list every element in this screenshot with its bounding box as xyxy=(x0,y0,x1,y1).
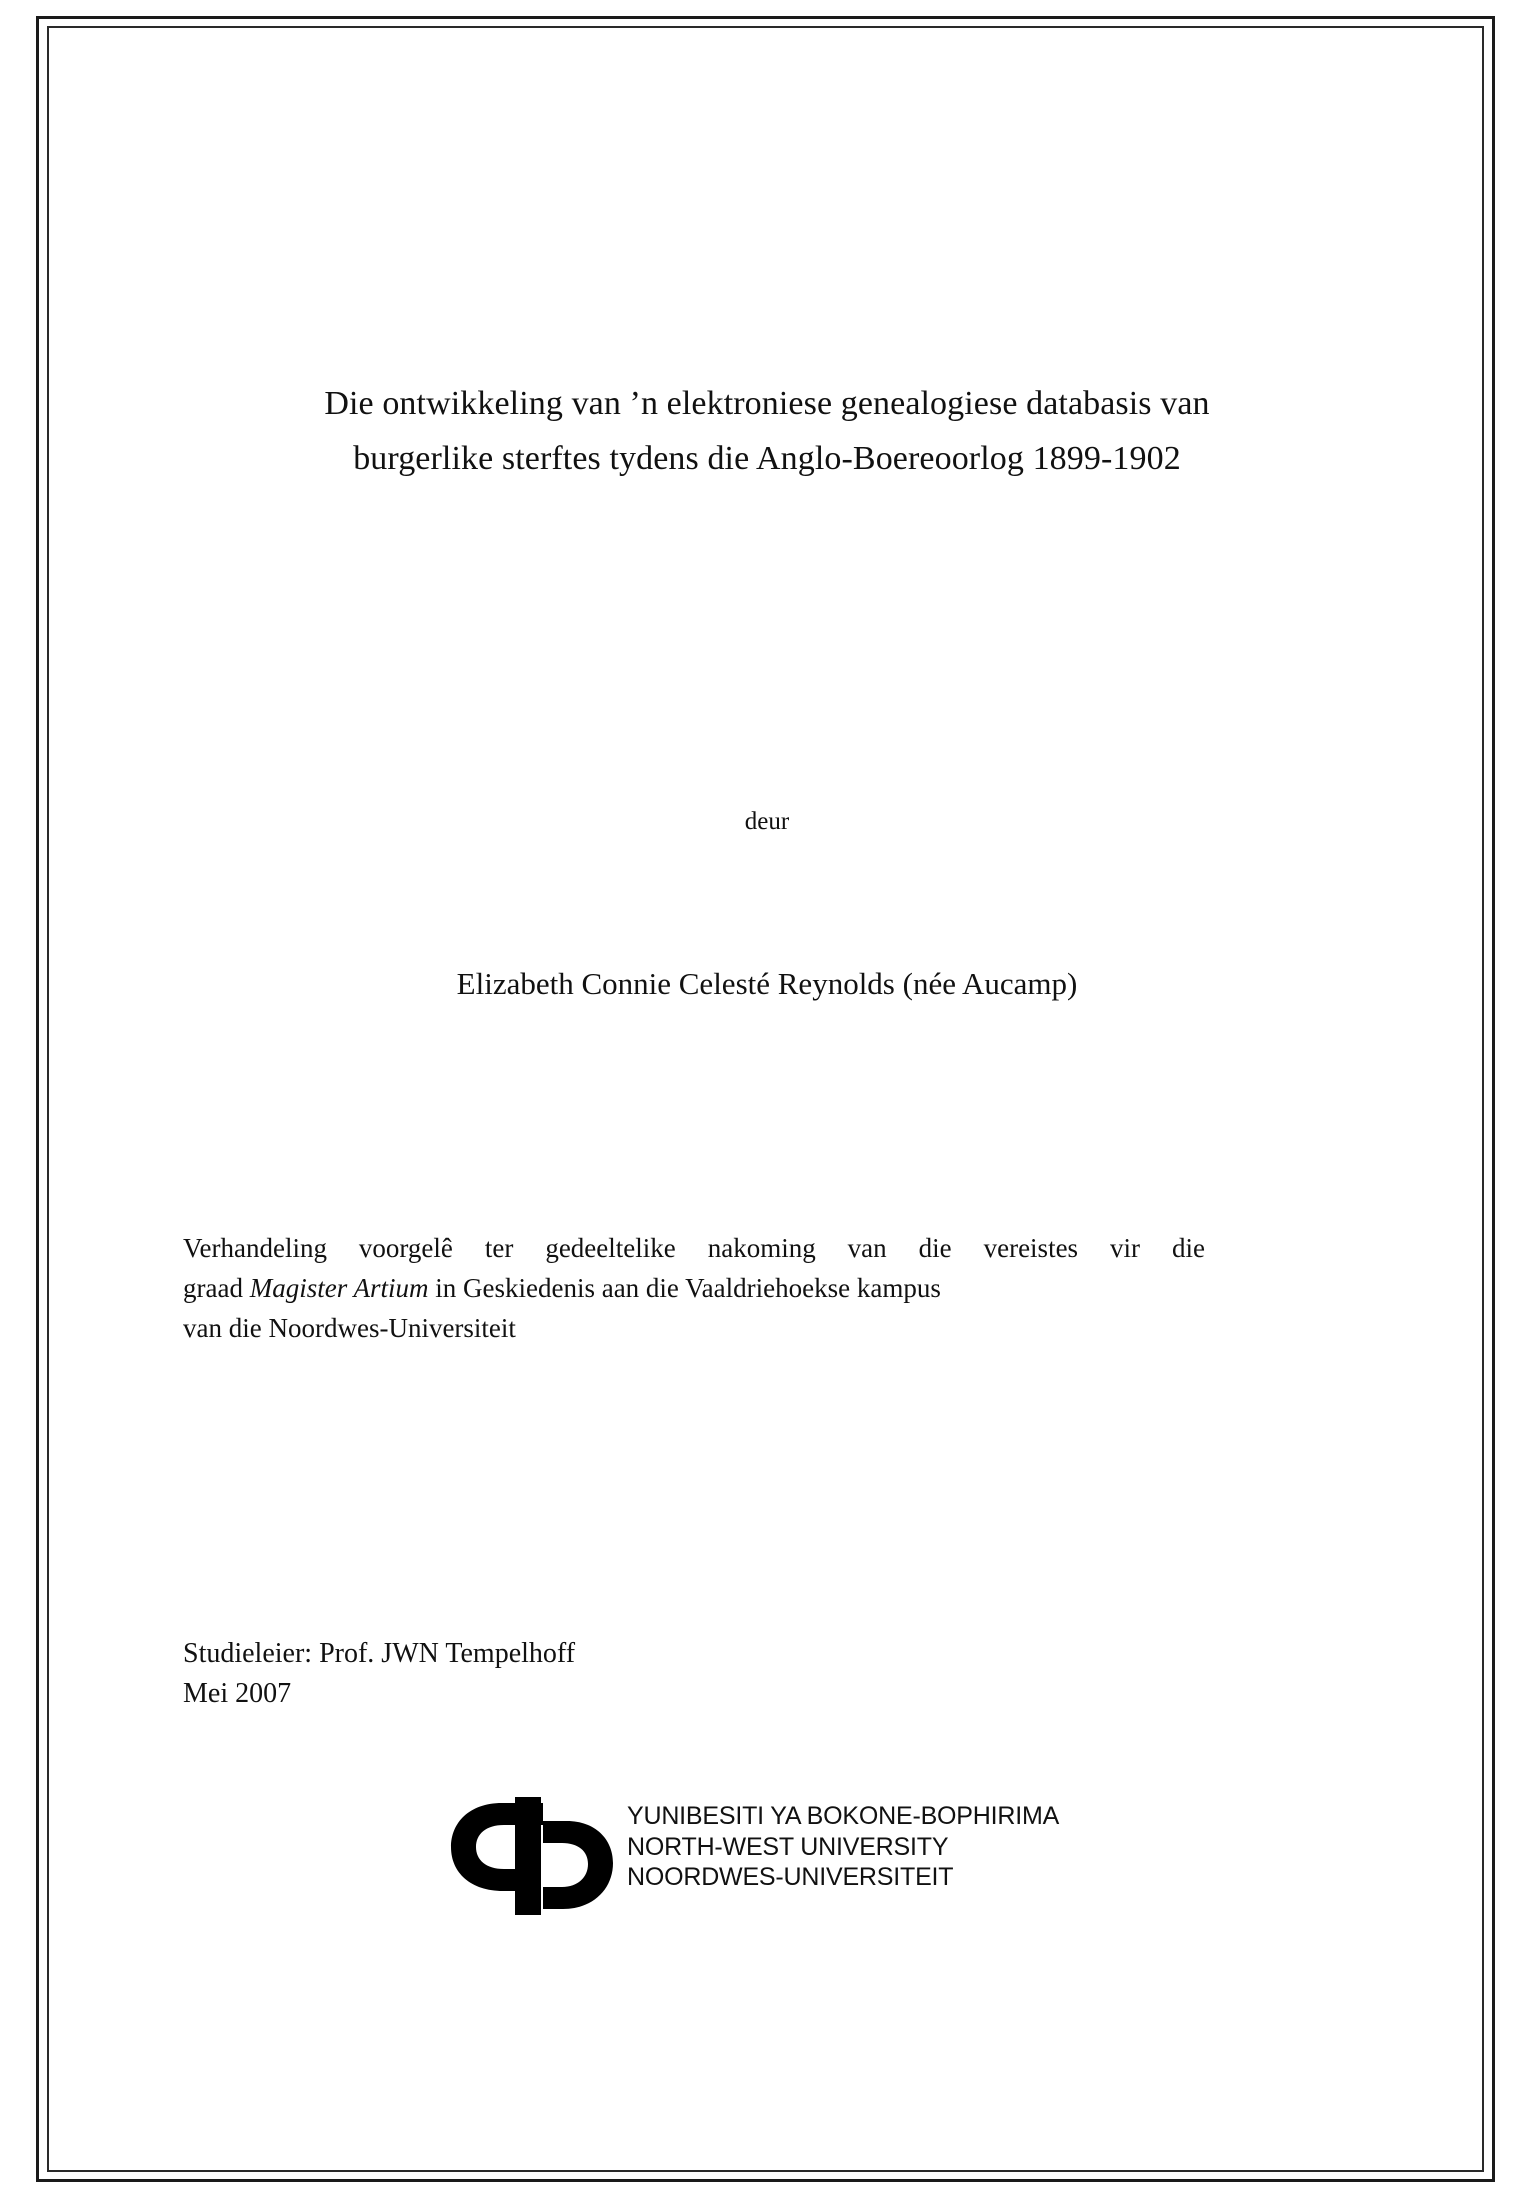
degree-statement-line-2-post: in Geskiedenis aan die Vaaldriehoekse kampus xyxy=(428,1272,941,1303)
degree-statement xyxy=(183,1229,1205,1349)
supervisor-block xyxy=(183,1634,1083,1714)
degree-statement-line-1: Verhandeling voorgelê ter gedeeltelike nakoming van die vereistes vir die xyxy=(183,1233,1205,1263)
logo-text-line-2: NORTH-WEST UNIVERSITY xyxy=(627,1832,949,1861)
logo-text-line-3: NOORDWES-UNIVERSITEIT xyxy=(627,1863,954,1891)
title-line-1: Die ontwikkeling van ’n elektroniese genealogiese databasis van xyxy=(324,385,1210,422)
logo-text xyxy=(627,1801,1059,1893)
page-title xyxy=(182,376,1352,486)
nwu-logo-icon xyxy=(447,1797,622,1915)
by-label: deur xyxy=(744,808,790,835)
degree-statement-line-2 xyxy=(183,1269,1205,1309)
author-name: Elizabeth Connie Celesté Reynolds (née Aucamp) xyxy=(456,966,1078,1001)
degree-name-italic: Magister Artium xyxy=(249,1272,429,1303)
university-logo xyxy=(447,1791,1147,1931)
page-content xyxy=(47,26,1484,2172)
date-line: Mei 2007 xyxy=(183,1677,292,1709)
supervisor-line: Studieleier: Prof. JWN Tempelhoff xyxy=(183,1638,576,1669)
degree-statement-line-2-pre: graad xyxy=(183,1272,250,1303)
logo-text-line-1: YUNIBESITI YA BOKONE-BOPHIRIMA xyxy=(627,1802,1060,1830)
title-line-2: burgerlike sterftes tydens die Anglo-Boereoorlog 1899-1902 xyxy=(353,440,1181,478)
degree-statement-line-3: van die Noordwes-Universiteit xyxy=(183,1312,516,1343)
